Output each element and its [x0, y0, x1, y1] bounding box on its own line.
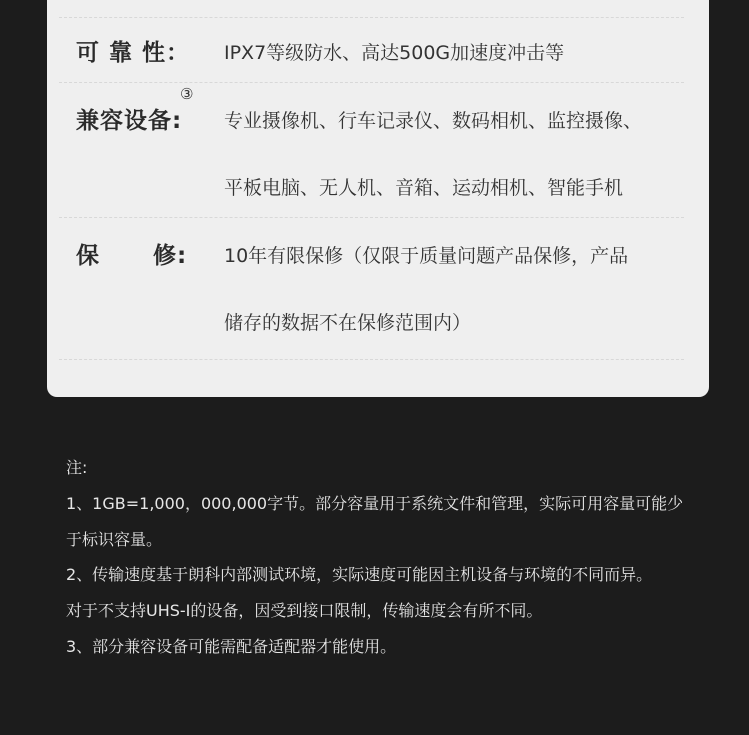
warranty-value-line-1: 10年有限保修（仅限于质量问题产品保修，产品 [224, 245, 629, 267]
note-line: 1、1GB=1,000，000,000字节。部分容量用于系统文件和管理，实际可用容量可能少 [66, 493, 684, 513]
note-line: 于标识容量。 [66, 529, 163, 549]
note-line: 2、传输速度基于朗科内部测试环境，实际速度可能因主机设备与环境的不同而异。 [66, 565, 653, 585]
note-line: 对于不支持UHS-I的设备，因受到接口限制，传输速度会有所不同。 [66, 601, 543, 621]
reliability-value: IPX7等级防水、高达500G加速度冲击等 [224, 42, 565, 64]
warranty-label-start: 保 [76, 243, 100, 269]
spec-card [47, 0, 709, 397]
reliability-label: 可 靠 性： [76, 40, 191, 66]
row-divider [59, 82, 684, 83]
row-divider [59, 17, 684, 18]
note-line: 3、部分兼容设备可能需配备适配器才能使用。 [66, 636, 397, 656]
footnote-marker: ③ [180, 85, 194, 103]
compatibility-value-line-1: 专业摄像机、行车记录仪、数码相机、监控摄像、 [224, 110, 643, 132]
compatibility-value-line-2: 平板电脑、无人机、音箱、运动相机、智能手机 [224, 177, 624, 199]
notes-section [66, 450, 706, 665]
row-divider [59, 359, 684, 360]
notes-title: 注: [66, 458, 88, 477]
row-divider [59, 217, 684, 218]
compatibility-label: 兼容设备: [76, 108, 183, 134]
warranty-label-end: 修: [153, 243, 188, 269]
warranty-value-line-2: 储存的数据不在保修范围内） [224, 312, 472, 334]
